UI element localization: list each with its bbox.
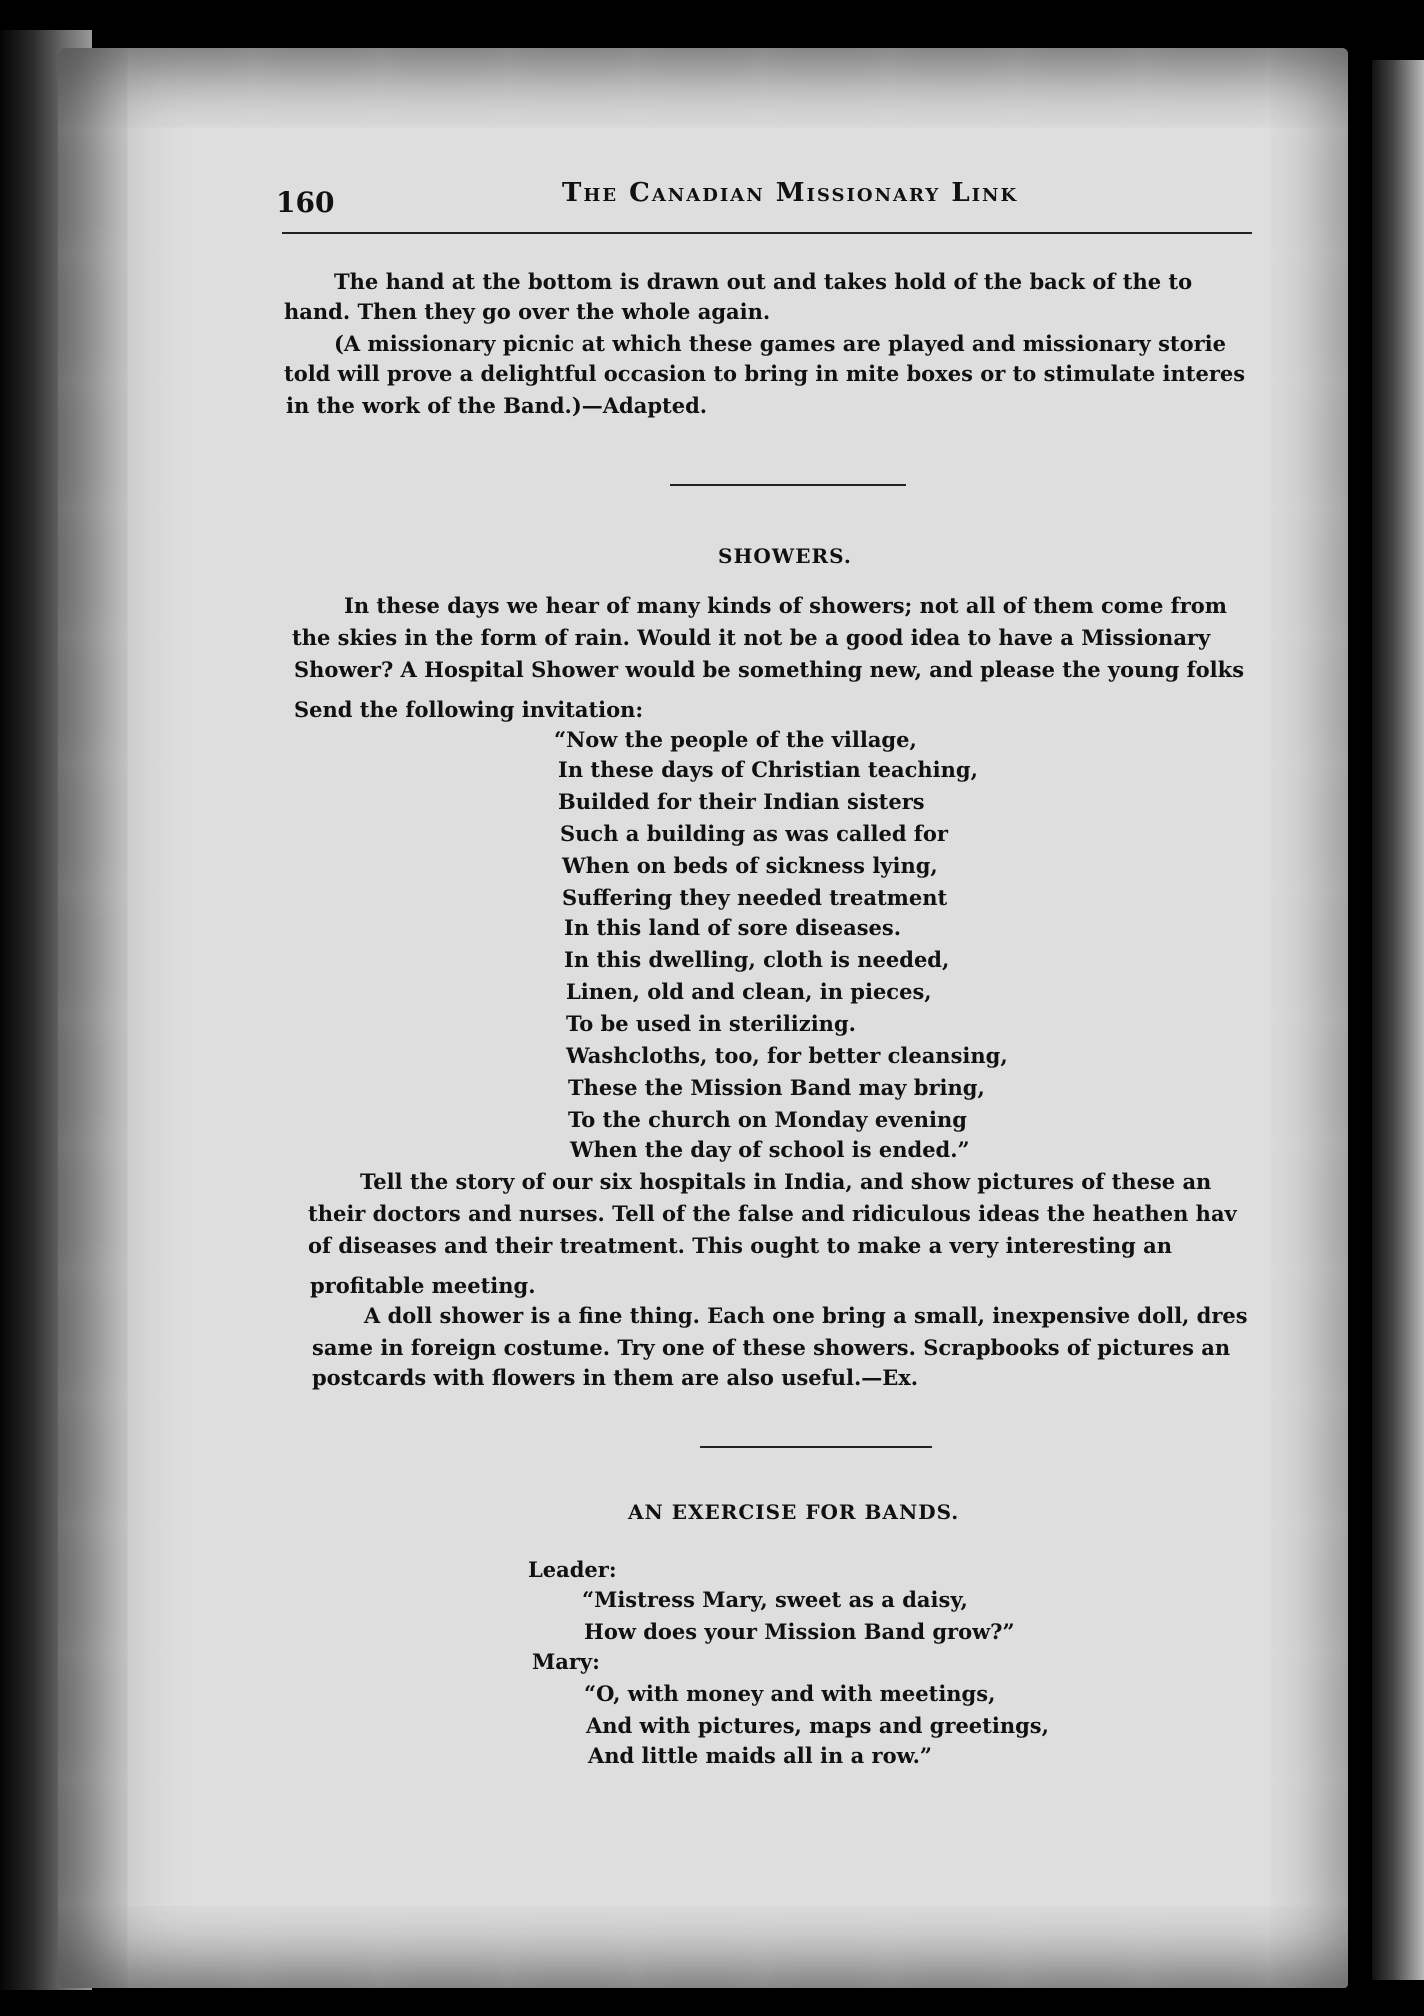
showers-line: the skies in the form of rain. Would it not be a good idea to have a Missionary <box>292 625 1211 650</box>
leader-line: “Mistress Mary, sweet as a daisy, <box>582 1587 968 1612</box>
intro-line: The hand at the bottom is drawn out and takes hold of the back of the to <box>334 269 1193 294</box>
showers-line: same in foreign costume. Try one of these showers. Scrapbooks of pictures an <box>312 1335 1231 1360</box>
showers-line: their doctors and nurses. Tell of the false and ridiculous ideas the heathen hav <box>308 1201 1237 1226</box>
showers-line: Tell the story of our six hospitals in India, and show pictures of these an <box>360 1169 1212 1194</box>
showers-line: profitable meeting. <box>310 1273 536 1298</box>
section-separator <box>700 1446 932 1448</box>
poem-line: Linen, old and clean, in pieces, <box>566 979 932 1004</box>
showers-line: of diseases and their treatment. This ought to make a very interesting an <box>308 1233 1173 1258</box>
poem-line: In this land of sore diseases. <box>564 915 902 940</box>
showers-line: postcards with flowers in them are also useful.—Ex. <box>312 1365 919 1390</box>
journal-title: The Canadian Missionary Link <box>562 178 1019 208</box>
intro-line: in the work of the Band.)—Adapted. <box>286 393 708 418</box>
showers-line: A doll shower is a fine thing. Each one bring a small, inexpensive doll, dres <box>364 1303 1248 1328</box>
intro-line: hand. Then they go over the whole again. <box>284 299 771 324</box>
showers-heading: SHOWERS. <box>718 544 852 568</box>
mary-line: “O, with money and with meetings, <box>584 1681 996 1706</box>
poem-line: Builded for their Indian sisters <box>558 789 925 814</box>
mary-line: And little maids all in a row.” <box>588 1743 932 1768</box>
poem-line: In this dwelling, cloth is needed, <box>564 947 950 972</box>
exercise-heading: AN EXERCISE FOR BANDS. <box>628 1500 960 1524</box>
poem-line: These the Mission Band may bring, <box>568 1075 985 1100</box>
showers-line: Shower? A Hospital Shower would be something new, and please the young folks <box>294 657 1245 682</box>
poem-line: When the day of school is ended.” <box>570 1137 970 1162</box>
mary-label: Mary: <box>532 1649 600 1674</box>
poem-line: In these days of Christian teaching, <box>558 757 978 782</box>
poem-line: To the church on Monday evening <box>568 1107 967 1132</box>
intro-line: (A missionary picnic at which these games are played and missionary storie <box>334 331 1226 356</box>
poem-line: When on beds of sickness lying, <box>562 853 938 878</box>
section-separator <box>670 484 906 486</box>
showers-line: Send the following invitation: <box>294 697 644 722</box>
page-number: 160 <box>276 186 335 219</box>
leader-label: Leader: <box>528 1557 617 1582</box>
intro-line: told will prove a delightful occasion to bring in mite boxes or to stimulate interes <box>284 361 1246 386</box>
leader-line: How does your Mission Band grow?” <box>584 1619 1015 1644</box>
poem-line: “Now the people of the village, <box>554 727 917 752</box>
mary-line: And with pictures, maps and greetings, <box>586 1713 1049 1738</box>
header-rule <box>282 232 1252 234</box>
poem-line: To be used in sterilizing. <box>566 1011 856 1036</box>
poem-line: Suffering they needed treatment <box>562 885 948 910</box>
poem-line: Such a building as was called for <box>560 821 948 846</box>
poem-line: Washcloths, too, for better cleansing, <box>566 1043 1008 1068</box>
showers-line: In these days we hear of many kinds of showers; not all of them come from <box>344 593 1228 618</box>
